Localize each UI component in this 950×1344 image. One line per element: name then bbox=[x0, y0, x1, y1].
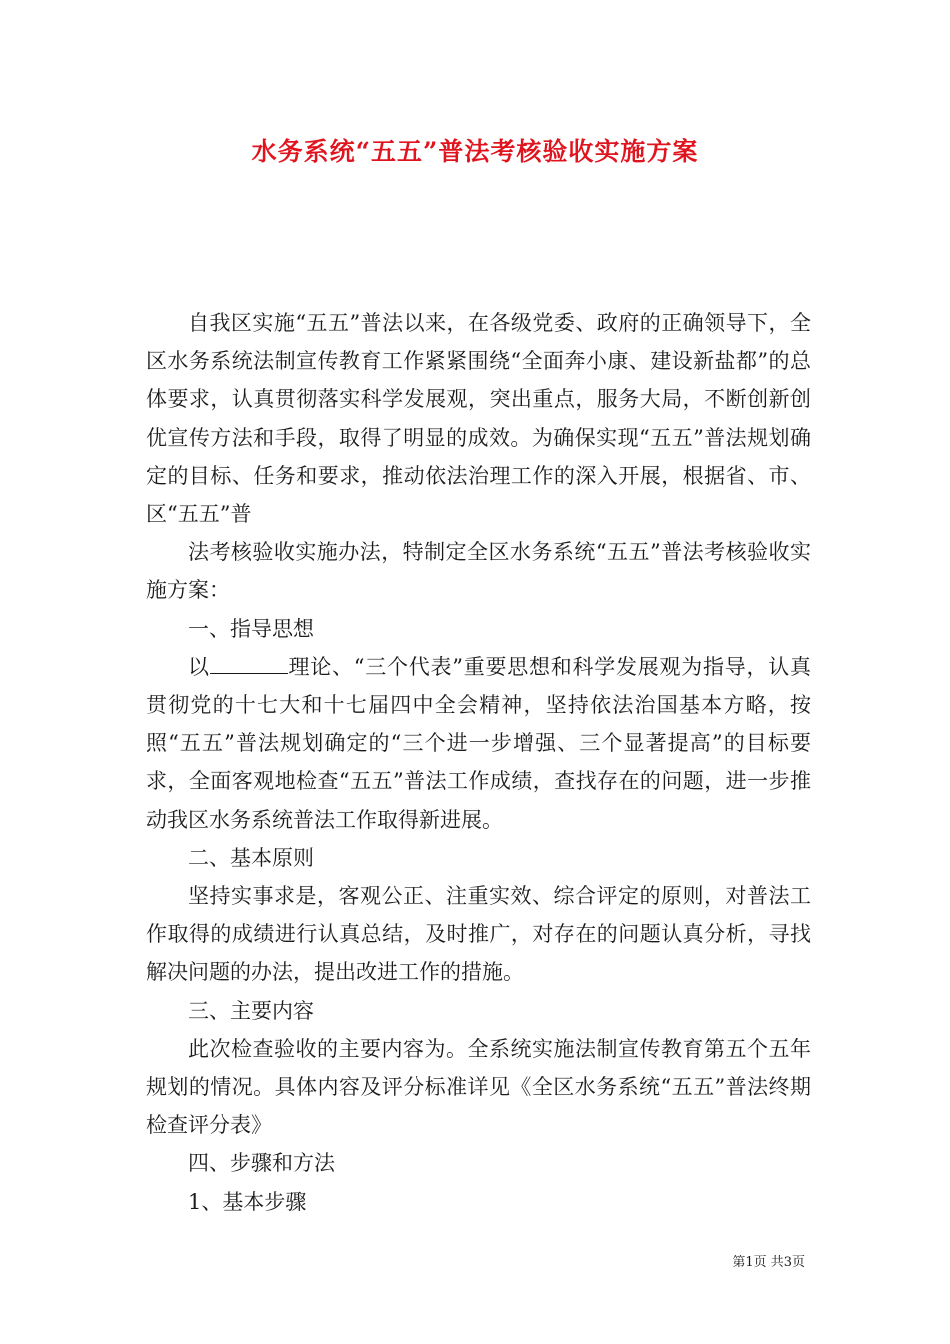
document-title: 水务系统“五五”普法考核验收实施方案 bbox=[251, 137, 699, 166]
heading-main-content: 三、主要内容 bbox=[188, 998, 314, 1023]
paragraph-intro: 自我区实施“五五”普法以来，在各级党委、政府的正确领导下，全区水务系统法制宣传教育工作紧紧围绕“全面奔小康、建设新盐都”的总体要求，认真贯彻落实科学发展观，突出重点，服务大局，不断创新创优宣传方法和手段，取得了明显的成效。为确保实现“五五”普法规划确定的目标、任务和要求，推动依法治理工作的深入开展，根据省、市、区“五五”普 bbox=[146, 311, 811, 527]
paragraph-guiding-rest: 理论、“三个代表”重要思想和科学发展观为指导，认真贯彻党的十七大和十七届四中全会精神，坚持依法治国基本方略，按照“五五”普法规划确定的“三个进一步增强、三个显著提高”的目标要求，全面客观地检查“五五”普法工作成绩，查找存在的问题，进一步推动我区水务系统普法工作取得新进展。 bbox=[146, 654, 812, 832]
heading-guiding-thought: 一、指导思想 bbox=[188, 616, 314, 641]
paragraph-main-content: 此次检查验收的主要内容为。全系统实施法制宣传教育第五个五年规划的情况。具体内容及评分标准详见《全区水务系统“五五”普法终期检查评分表》 bbox=[146, 1036, 811, 1138]
heading-steps-methods: 四、步骤和方法 bbox=[188, 1151, 335, 1176]
paragraph-guiding-prefix: 以 bbox=[188, 654, 210, 679]
heading-basic-steps: 1、基本步骤 bbox=[188, 1189, 307, 1214]
paragraph-guiding-thought bbox=[146, 648, 811, 839]
document-body bbox=[146, 304, 811, 1221]
heading-basic-principles: 二、基本原则 bbox=[188, 845, 314, 870]
paragraph-intro-continued: 法考核验收实施办法，特制定全区水务系统“五五”普法考核验收实施方案： bbox=[146, 540, 811, 603]
paragraph-basic-principles: 坚持实事求是，客观公正、注重实效、综合评定的原则，对普法工作取得的成绩进行认真总结，及时推广，对存在的问题认真分析，寻找解决问题的办法，提出改进工作的措施。 bbox=[146, 884, 811, 985]
page-number: 第1页 共3页 bbox=[732, 1255, 805, 1270]
blank-underline bbox=[210, 655, 288, 674]
